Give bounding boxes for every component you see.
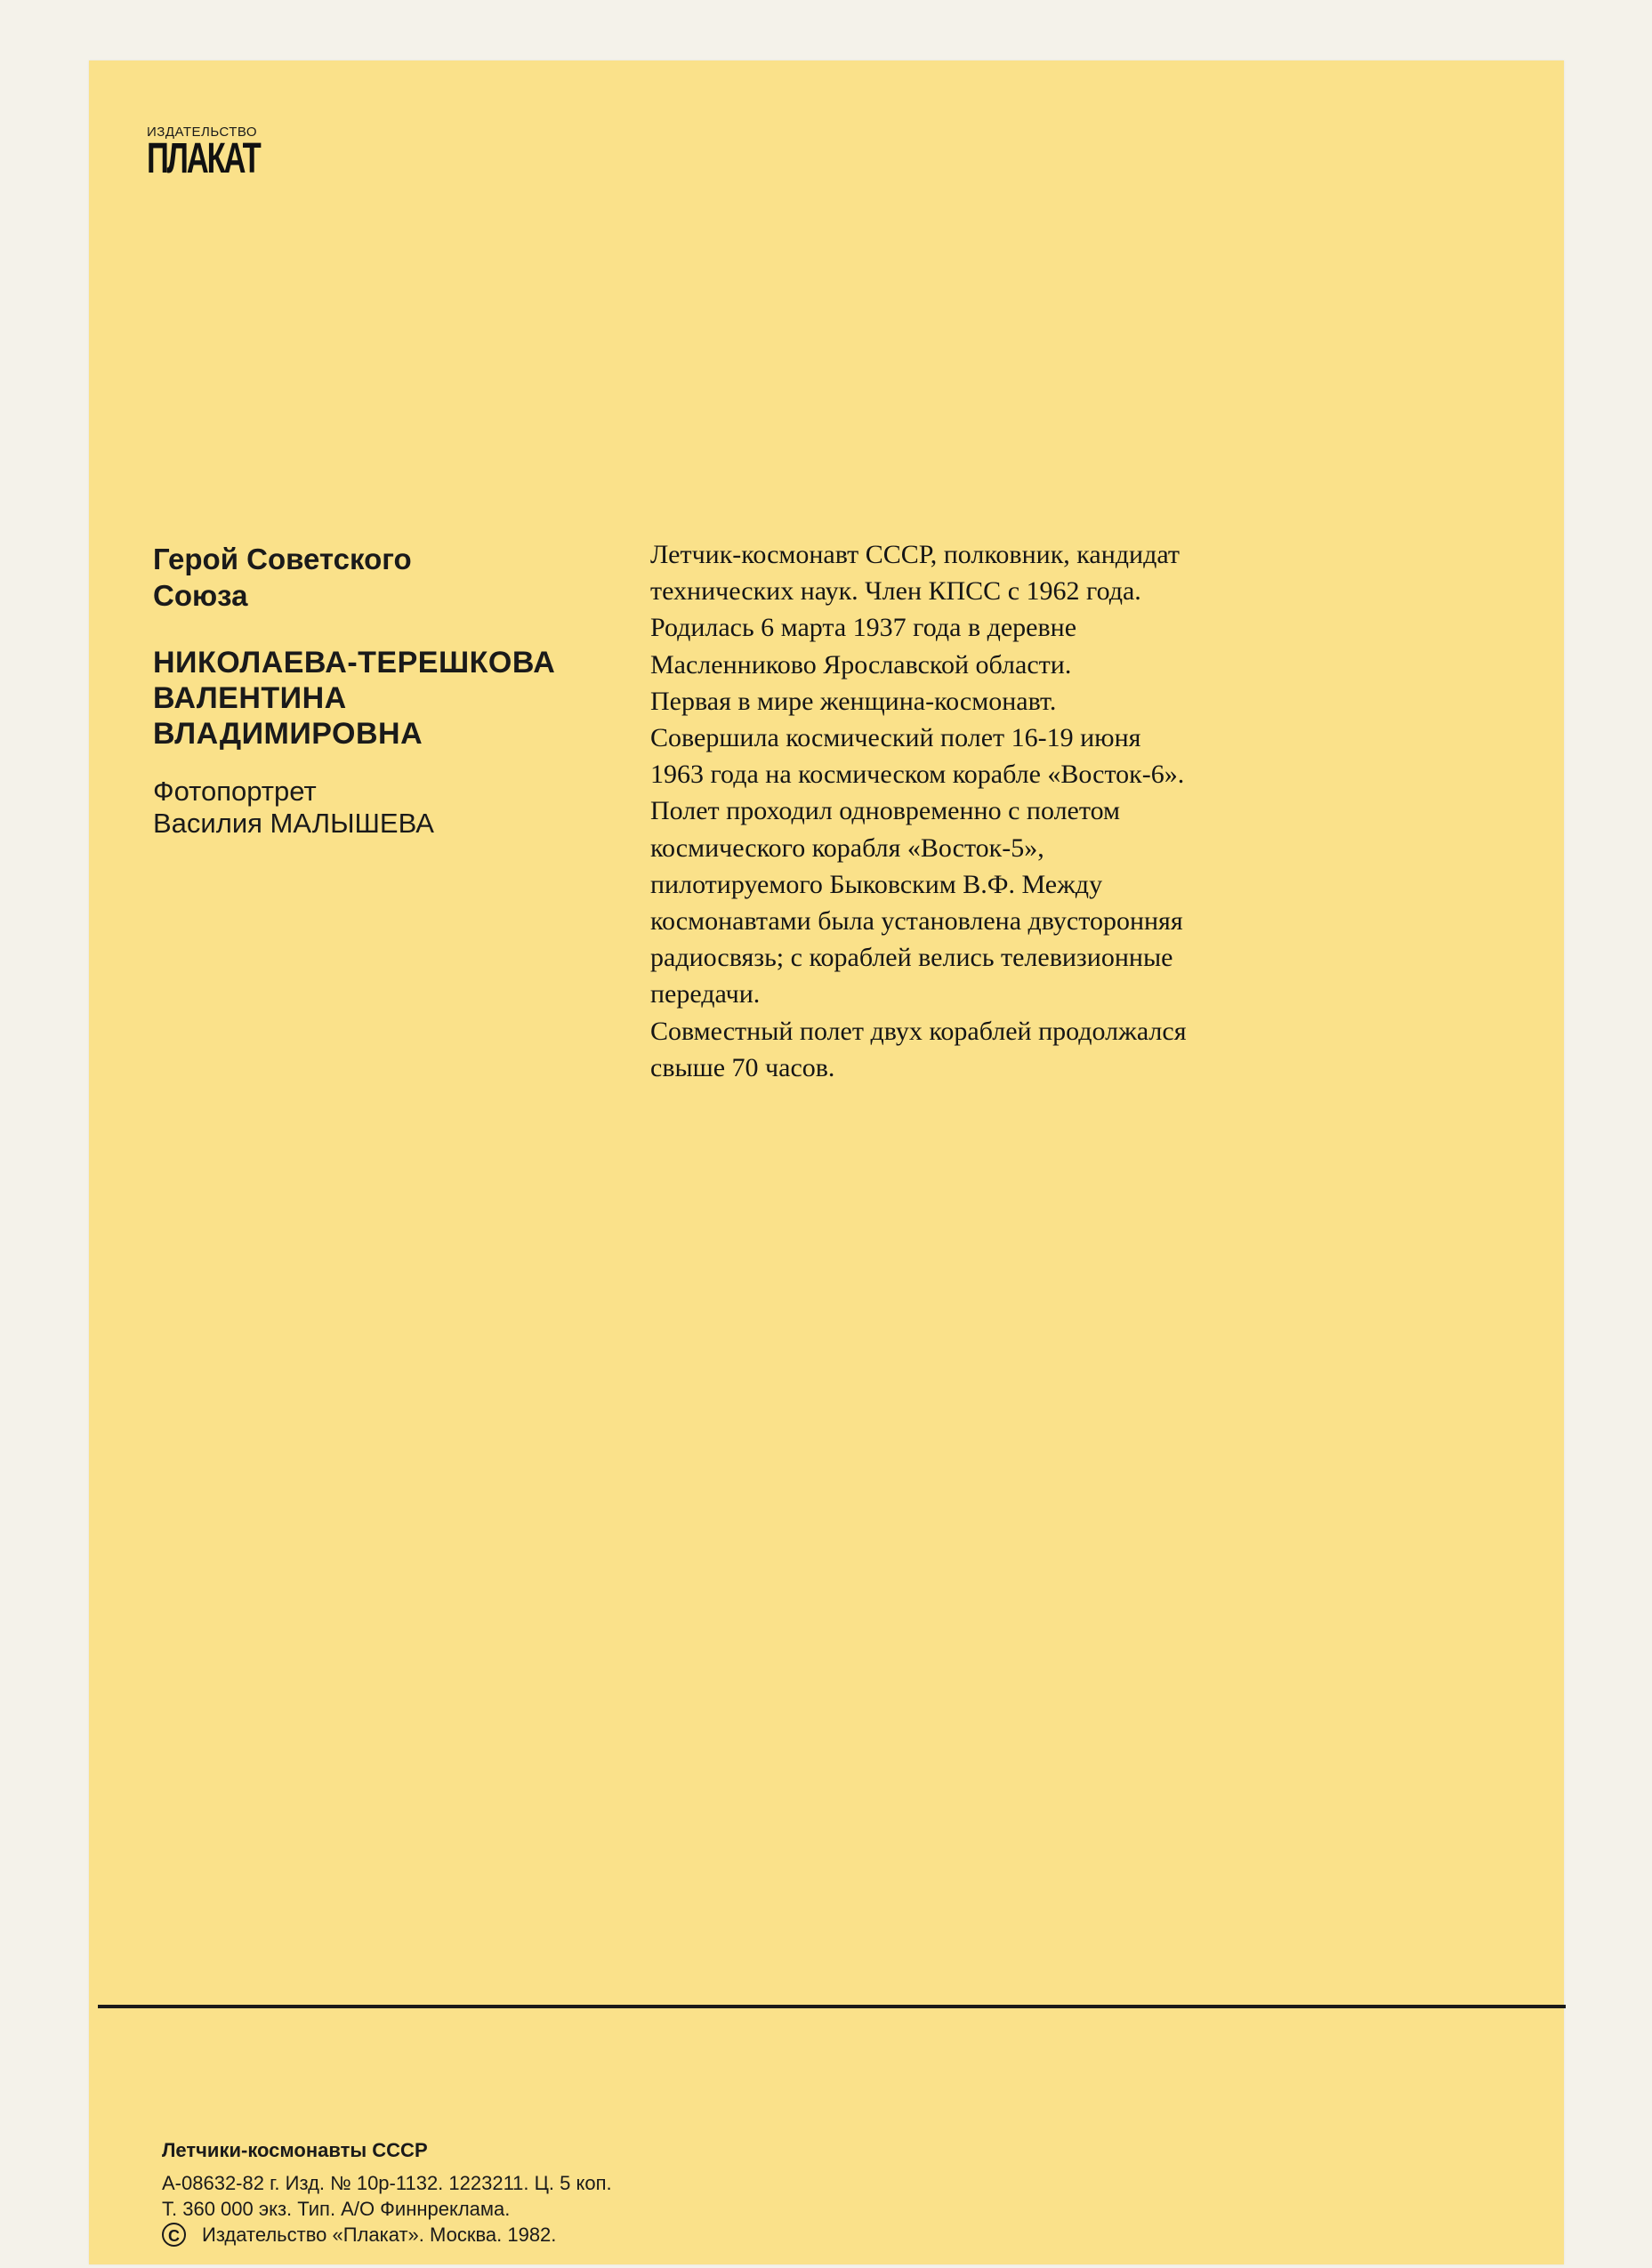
imprint-line: Т. 360 000 экз. Тип. А/О Финнреклама. — [162, 2198, 511, 2220]
publisher-logo-big-text: ПЛАКАТ — [147, 135, 260, 182]
bio-line: Родилась 6 марта 1937 года в деревне — [650, 613, 1077, 643]
person-name-line: ВАЛЕНТИНА — [153, 681, 347, 715]
bio-line: Летчик-космонавт СССР, полковник, кандидат — [650, 540, 1180, 569]
publisher-logo-small-text: ИЗДАТЕЛЬСТВО — [147, 125, 258, 140]
photo-credit-line: Василия МАЛЫШЕВА — [153, 808, 434, 839]
copyright-icon: C — [162, 2223, 186, 2247]
left-column — [153, 541, 651, 840]
bio-line: космонавтами была установлена двусторонняя — [650, 906, 1183, 937]
bio-line: Первая в мире женщина-космонавт. — [650, 686, 1057, 716]
person-name — [153, 645, 651, 752]
copyright-text: Издательство «Плакат». Москва. 1982. — [202, 2224, 557, 2246]
bio-line: пилотируемого Быковским В.Ф. Между — [650, 869, 1103, 899]
person-name-line: ВЛАДИМИРОВНА — [153, 717, 423, 751]
publisher-logo — [147, 125, 262, 182]
postcard-sheet — [89, 60, 1564, 2264]
bio-line: технических наук. Член КПСС с 1962 года. — [650, 576, 1141, 607]
footer-divider — [98, 2005, 1566, 2008]
bio-line: космического корабля «Восток-5», — [650, 832, 1044, 863]
photo-credit — [153, 776, 651, 840]
imprint-block — [162, 2137, 612, 2248]
bio-line: Масленниково Ярославской области. — [650, 649, 1072, 680]
bio-line: Совершила космический полет 16-19 июня — [650, 723, 1141, 753]
copyright-row — [162, 2222, 612, 2248]
hero-title: Герой Советского Союза — [153, 543, 412, 612]
biography-text — [650, 536, 1326, 1086]
bio-line: Полет проходил одновременно с полетом — [650, 796, 1120, 826]
bio-line: 1963 года на космическом корабле «Восток-6». — [650, 760, 1185, 790]
bio-line: свыше 70 часов. — [650, 1052, 835, 1082]
imprint-line: А-08632-82 г. Изд. № 10р-1132. 1223211. Ц. 5 коп. — [162, 2172, 612, 2194]
bio-line: Совместный полет двух кораблей продолжался — [650, 1016, 1187, 1046]
photo-credit-line: Фотопортрет — [153, 776, 317, 807]
person-name-line: НИКОЛАЕВА-ТЕРЕШКОВА — [153, 646, 556, 680]
bio-line: радиосвязь; с кораблей велись телевизионные — [650, 943, 1173, 973]
series-title: Летчики-космонавты СССР — [162, 2139, 428, 2161]
bio-line: передачи. — [650, 979, 761, 1009]
